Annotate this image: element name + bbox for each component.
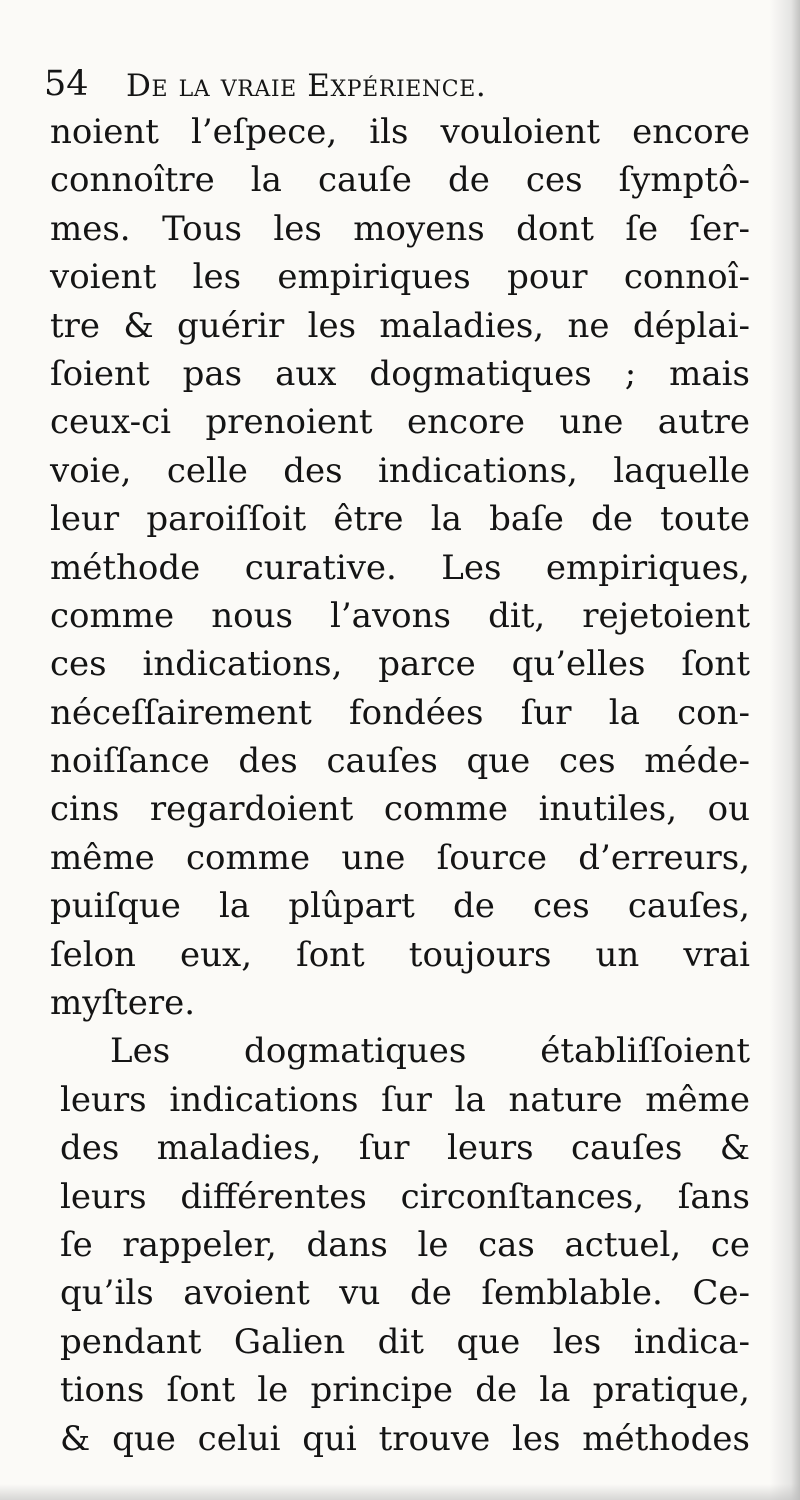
page-number: 54 [44,64,89,104]
text-line: ſelon eux, ſont toujours un vrai [50,934,750,975]
text-line: ces indications, parce qu’elles ſont [50,644,750,685]
text-line: puiſque la plûpart de ces cauſes, [50,886,750,927]
text-line: même comme une ſource d’erreurs, [50,837,750,878]
text-line: noiſſance des cauſes que ces méde- [50,741,750,782]
text-line: mes. Tous les moyens dont ſe ſer- [50,208,750,249]
paragraph-first-line: Les dogmatiques établiſſoient [110,1031,750,1072]
text-line: tions ſont le principe de la pratique, [60,1370,750,1411]
body-text [50,108,750,1463]
text-line: myſtere. [50,983,195,1024]
text-line: leurs indications ſur la nature même [60,1079,750,1120]
text-line: ceux-ci prenoient encore une autre [50,402,750,443]
text-line: néceſſairement fondées ſur la con- [50,692,750,733]
page-edge-shadow [770,0,800,1500]
text-line: noient l’eſpece, ils vouloient encore [50,112,750,152]
text-line: pendant Galien dit que les indica- [60,1321,750,1362]
text-line: des maladies, ſur leurs cauſes & [60,1128,750,1169]
text-line: tre & guérir les maladies, ne déplai- [50,305,750,346]
text-line: comme nous l’avons dit, rejetoient [50,595,750,636]
running-head [44,60,744,110]
text-line: qu’ils avoient vu de ſemblable. Ce- [60,1273,750,1314]
text-line: & que celui qui trouve les méthodes [60,1418,750,1459]
running-title: De la vraie Expérience. [126,68,487,104]
text-line: ſe rappeler, dans le cas actuel, ce [60,1224,750,1265]
text-line: ſoient pas aux dogmatiques ; mais [50,353,750,394]
page-bottom-edge [0,1484,800,1500]
text-line: leurs différentes circonſtances, ſans [60,1176,750,1217]
text-line: cins regardoient comme inutiles, ou [50,789,750,830]
text-line: voie, celle des indications, laquelle [50,450,750,491]
text-line: connoître la cauſe de ces ſymptô- [50,160,750,201]
text-line: voient les empiriques pour connoî- [50,257,750,298]
text-line: méthode curative. Les empiriques, [50,547,750,588]
text-line: leur paroiſſoit être la baſe de toute [50,499,750,540]
